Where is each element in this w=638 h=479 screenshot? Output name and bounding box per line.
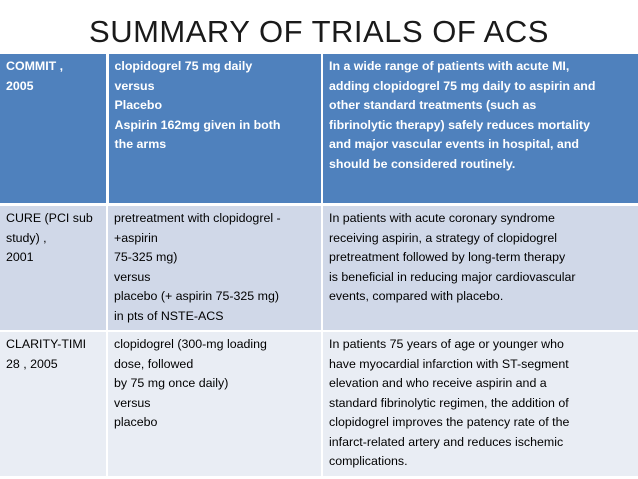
conclusion-text: In patients with acute coronary syndrome (329, 211, 555, 225)
regimen-text: Placebo (114, 98, 163, 112)
regimen-text: versus (114, 78, 155, 93)
regimen-text: placebo (114, 415, 158, 429)
conclusion-text: should be considered routinely. (329, 156, 516, 171)
trial-text: CLARITY-TIMI (6, 337, 87, 351)
table-row-commit (0, 54, 638, 205)
conclusion-text: receiving aspirin, a strategy of clopidogrel (329, 230, 557, 245)
table-row-cure (0, 205, 638, 332)
trial-cell (0, 205, 107, 332)
table-row-clarity (0, 331, 638, 476)
trials-table (0, 54, 638, 476)
trial-text: CURE (PCI sub (6, 211, 93, 225)
conclusion-text: infarct-related artery and reduces ischemic (329, 434, 564, 449)
conclusion-text: In a wide range of patients with acute MI, (329, 59, 570, 73)
conclusion-cell (322, 205, 638, 332)
trial-cell (0, 54, 107, 205)
slide-title: SUMMARY OF TRIALS OF ACS (89, 14, 549, 49)
conclusion-text: clopidogrel improves the patency rate of the (329, 415, 570, 429)
trial-cell (0, 331, 107, 476)
conclusion-text: complications. (329, 454, 408, 468)
regimen-cell (107, 54, 322, 205)
trial-text: COMMIT , (6, 59, 64, 73)
regimen-text: by 75 mg once daily) (114, 376, 229, 390)
conclusion-text: events, compared with placebo. (329, 289, 504, 303)
conclusion-cell (322, 331, 638, 476)
regimen-text: Aspirin 162mg given in both (114, 117, 281, 132)
regimen-text: versus (114, 269, 151, 284)
regimen-text: clopidogrel 75 mg daily (114, 59, 253, 73)
regimen-text: dose, followed (114, 356, 194, 371)
regimen-cell (107, 205, 322, 332)
regimen-text: 75-325 mg) (114, 250, 178, 264)
regimen-text: in pts of NSTE-ACS (114, 308, 224, 323)
conclusion-text: elevation and who receive aspirin and a (329, 376, 547, 390)
trial-text: 28 , 2005 (6, 356, 58, 371)
conclusion-cell (322, 54, 638, 205)
conclusion-text: pretreatment followed by long-term therapy (329, 250, 566, 264)
trial-text: 2001 (6, 250, 34, 264)
conclusion-text: fibrinolytic therapy) safely reduces mortality (329, 117, 590, 132)
regimen-text: versus (114, 395, 151, 410)
regimen-text: placebo (+ aspirin 75-325 mg) (114, 289, 279, 303)
conclusion-text: adding clopidogrel 75 mg daily to aspirin and (329, 78, 596, 93)
conclusion-text: other standard treatments (such as (329, 98, 537, 112)
conclusion-text: In patients 75 years of age or younger who (329, 337, 564, 351)
conclusion-text: standard fibrinolytic regimen, the addition of (329, 395, 569, 410)
regimen-cell (107, 331, 322, 476)
trial-text: study) , (6, 230, 47, 245)
regimen-text: pretreatment with clopidogrel - (114, 211, 281, 225)
regimen-text: clopidogrel (300-mg loading (114, 337, 267, 351)
conclusion-text: and major vascular events in hospital, and (329, 137, 579, 151)
conclusion-text: is beneficial in reducing major cardiovascular (329, 269, 576, 284)
conclusion-text: have myocardial infarction with ST-segment (329, 356, 569, 371)
regimen-text: +aspirin (114, 230, 158, 245)
trial-text: 2005 (6, 78, 34, 93)
regimen-text: the arms (114, 137, 167, 151)
